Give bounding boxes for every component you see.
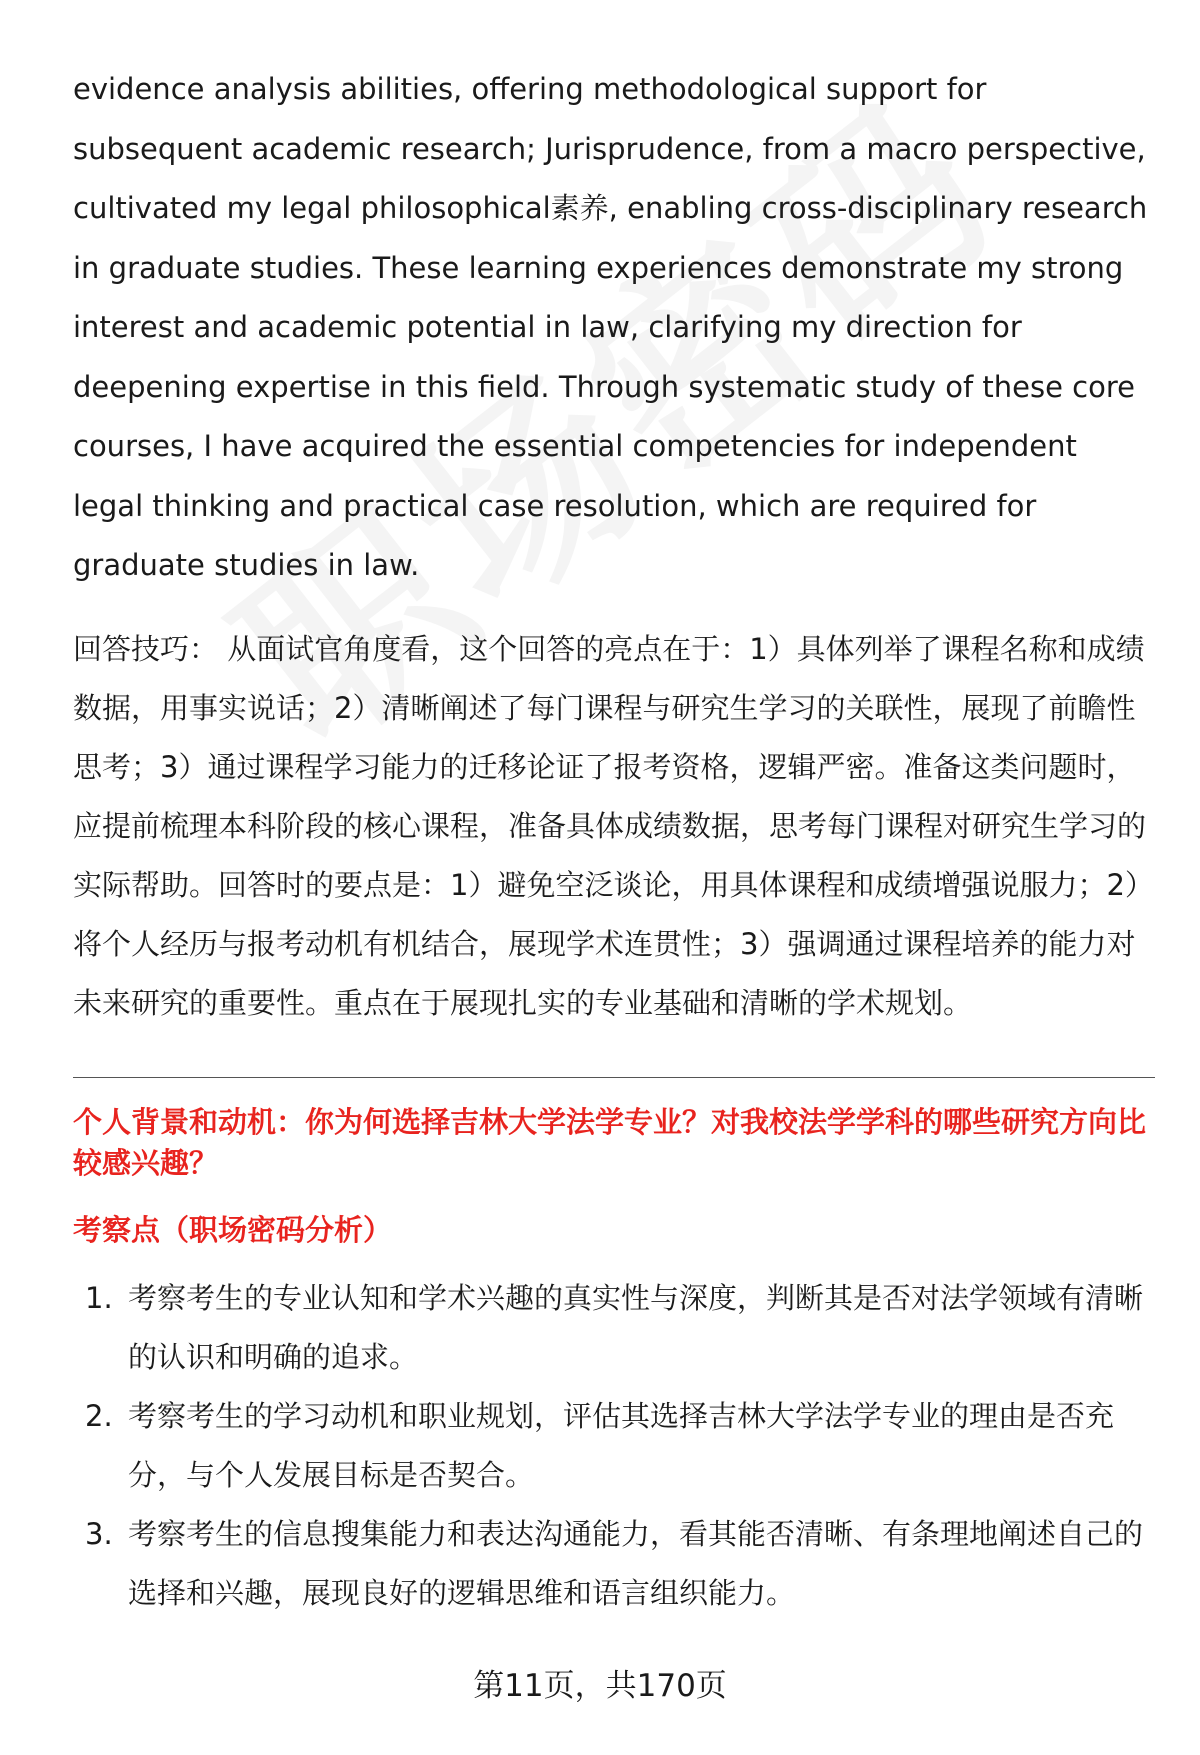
analysis-points-list xyxy=(73,1269,1153,1623)
answer-tips-paragraph: 回答技巧： 从面试官角度看，这个回答的亮点在于：1）具体列举了课程名称和成绩数据，用事实说话；2）清晰阐述了每门课程与研究生学习的关联性，展现了前瞻性思考；3）通过课程学习能力的迁移论证了报考资格，逻辑严密。准备这类问题时，应提前梳理本科阶段的核心课程，准备具体成绩数据，思考每门课程对研究生学习的实际帮助。回答时的要点是：1）避免空泛谈论，用具体课程和成绩增强说服力；2）将个人经历与报考动机有机结合，展现学术连贯性；3）强调通过课程培养的能力对未来研究的重要性。重点在于展现扎实的专业基础和清晰的学术规划。 xyxy=(73,631,1147,1020)
list-item xyxy=(73,1505,1153,1623)
analysis-section-title: 考察点（职场密码分析） xyxy=(73,1212,393,1247)
page-content xyxy=(73,60,1153,1623)
page-number-footer: 第11页，共170页 xyxy=(473,1668,727,1704)
english-paragraph: evidence analysis abilities, offering methodological support for subsequent academic research; Jurisprudence, from a macro perspective, cultivated my legal philosophical素养, enabling cross-disciplinary research in graduate studies. These learning experiences demonstrate my strong interest and academic potential in law, clarifying my direction for deepening expertise in this field. Through systematic study of these core courses, I have acquired the essential competencies for independent legal thinking and practical case resolution, which are required for graduate studies in law. xyxy=(73,72,1148,582)
section-divider xyxy=(73,1077,1155,1078)
list-item-number: 3. xyxy=(85,1516,113,1551)
list-item-text: 考察考生的专业认知和学术兴趣的真实性与深度，判断其是否对法学领域有清晰的认识和明确的追求。 xyxy=(128,1280,1144,1374)
list-item xyxy=(73,1387,1153,1505)
question-heading: 个人背景和动机：你为何选择吉林大学法学专业？对我校法学学科的哪些研究方向比较感兴趣？ xyxy=(73,1104,1147,1180)
list-item xyxy=(73,1269,1153,1387)
list-item-number: 1. xyxy=(85,1280,113,1315)
list-item-text: 考察考生的学习动机和职业规划，评估其选择吉林大学法学专业的理由是否充分，与个人发展目标是否契合。 xyxy=(128,1398,1115,1492)
list-item-text: 考察考生的信息搜集能力和表达沟通能力，看其能否清晰、有条理地阐述自己的选择和兴趣，展现良好的逻辑思维和语言组织能力。 xyxy=(128,1516,1144,1610)
list-item-number: 2. xyxy=(85,1398,113,1433)
